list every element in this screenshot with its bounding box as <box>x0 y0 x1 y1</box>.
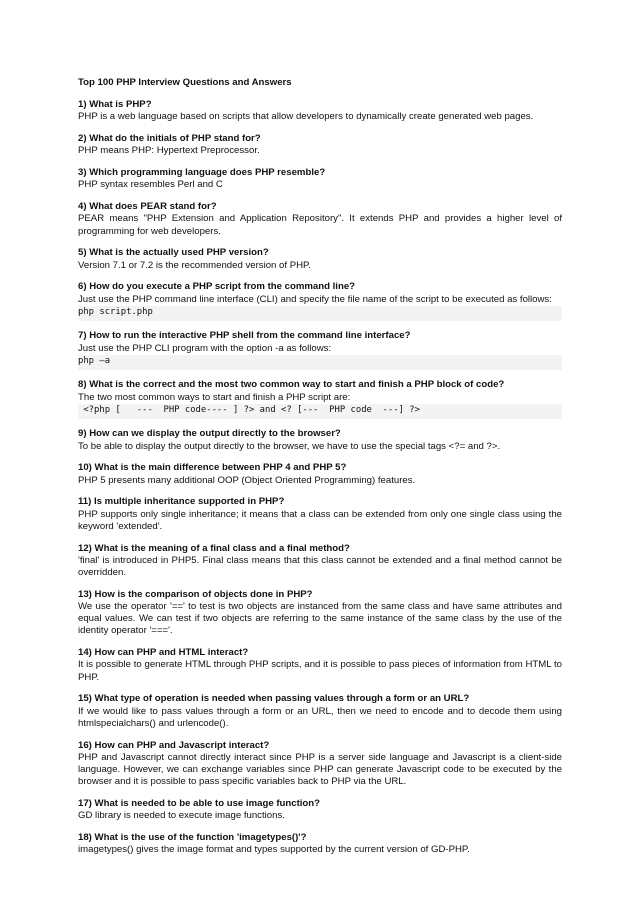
qa-item-10 <box>78 462 562 486</box>
answer-17: GD library is needed to execute image functions. <box>78 810 285 822</box>
answer-11: PHP supports only single inheritance; it means that a class can be extended from only one single class using the keyword 'extended'. <box>78 508 562 532</box>
answer-8: The two most common ways to start and finish a PHP script are: <box>78 391 351 403</box>
answer-14: It is possible to generate HTML through PHP scripts, and it is possible to pass pieces of information from HTML to PHP. <box>78 659 562 683</box>
question-12: 12) What is the meaning of a final class and a final method? <box>78 542 350 554</box>
answer-16: PHP and Javascript cannot directly interact since PHP is a server side language and Javascript is a client-side language. However, we can exchange variables since PHP can generate Javascript code to be executed by the browser and it is possible to pass specific variables back to PHP via the URL. <box>78 751 562 788</box>
answer-5: Version 7.1 or 7.2 is the recommended version of PHP. <box>78 259 311 271</box>
document-page <box>78 77 562 866</box>
qa-item-16 <box>78 740 562 789</box>
document-title: Top 100 PHP Interview Questions and Answers <box>78 77 292 88</box>
code-block-8: <?php [ --- PHP code---- ] ?> and <? [--- PHP code ---] ?> <box>78 404 562 419</box>
qa-item-13 <box>78 589 562 638</box>
answer-3: PHP syntax resembles Perl and C <box>78 179 223 191</box>
answer-13: We use the operator '==' to test is two objects are instanced from the same class and have same attributes and equal values. We can test if two objects are referring to the same instance of the same class by the use of the identity operator '==='. <box>78 601 562 637</box>
question-18: 18) What is the use of the function 'imagetypes()'? <box>78 832 307 844</box>
question-5: 5) What is the actually used PHP version? <box>78 247 269 259</box>
question-3: 3) Which programming language does PHP resemble? <box>78 167 326 179</box>
question-7: 7) How to run the interactive PHP shell from the command line interface? <box>78 330 411 342</box>
qa-item-14 <box>78 647 562 684</box>
qa-item-9 <box>78 428 562 452</box>
answer-6: Just use the PHP command line interface (CLI) and specify the file name of the script to be executed as follows: <box>78 293 552 305</box>
code-block-7: php –a <box>78 355 562 370</box>
qa-item-1 <box>78 99 562 123</box>
qa-item-7 <box>78 330 562 369</box>
answer-1: PHP is a web language based on scripts that allow developers to dynamically create generated web pages. <box>78 111 534 123</box>
qa-item-6 <box>78 281 562 320</box>
answer-2: PHP means PHP: Hypertext Preprocessor. <box>78 145 260 157</box>
answer-12: 'final' is introduced in PHP5. Final class means that this class cannot be extended and a final method cannot be overridden. <box>78 554 562 579</box>
answer-7: Just use the PHP CLI program with the option -a as follows: <box>78 342 332 354</box>
answer-9: To be able to display the output directly to the browser, we have to use the special tags <?= and ?>. <box>78 440 501 452</box>
qa-item-11 <box>78 496 562 533</box>
qa-item-17 <box>78 798 562 822</box>
question-13: 13) How is the comparison of objects done in PHP? <box>78 588 313 600</box>
question-17: 17) What is needed to be able to use image function? <box>78 798 321 810</box>
qa-item-5 <box>78 247 562 271</box>
question-16: 16) How can PHP and Javascript interact? <box>78 739 270 751</box>
question-4: 4) What does PEAR stand for? <box>78 201 217 213</box>
answer-10: PHP 5 presents many additional OOP (Object Oriented Programming) features. <box>78 474 416 486</box>
qa-item-3 <box>78 167 562 191</box>
qa-item-12 <box>78 543 562 580</box>
question-10: 10) What is the main difference between PHP 4 and PHP 5? <box>78 462 347 474</box>
question-2: 2) What do the initials of PHP stand for? <box>78 133 261 145</box>
qa-item-4 <box>78 201 562 238</box>
question-14: 14) How can PHP and HTML interact? <box>78 647 249 659</box>
answer-15: If we would like to pass values through a form or an URL, then we need to encode and to decode them using htmlspecialchars() and urlencode(). <box>78 705 562 729</box>
question-9: 9) How can we display the output directly to the browser? <box>78 428 341 440</box>
answer-18: imagetypes() gives the image format and types supported by the current version of GD-PHP. <box>78 844 470 856</box>
qa-item-18 <box>78 832 562 856</box>
question-1: 1) What is PHP? <box>78 99 152 111</box>
question-8: 8) What is the correct and the most two common way to start and finish a PHP block of code? <box>78 379 505 391</box>
question-6: 6) How do you execute a PHP script from the command line? <box>78 281 356 293</box>
qa-item-15 <box>78 693 562 730</box>
question-15: 15) What type of operation is needed when passing values through a form or an URL? <box>78 693 470 705</box>
question-11: 11) Is multiple inheritance supported in PHP? <box>78 496 285 508</box>
code-block-6: php script.php <box>78 306 562 321</box>
answer-4: PEAR means "PHP Extension and Application Repository". It extends PHP and provides a higher level of programming for web developers. <box>78 213 562 237</box>
qa-item-8 <box>78 379 562 418</box>
qa-item-2 <box>78 133 562 157</box>
